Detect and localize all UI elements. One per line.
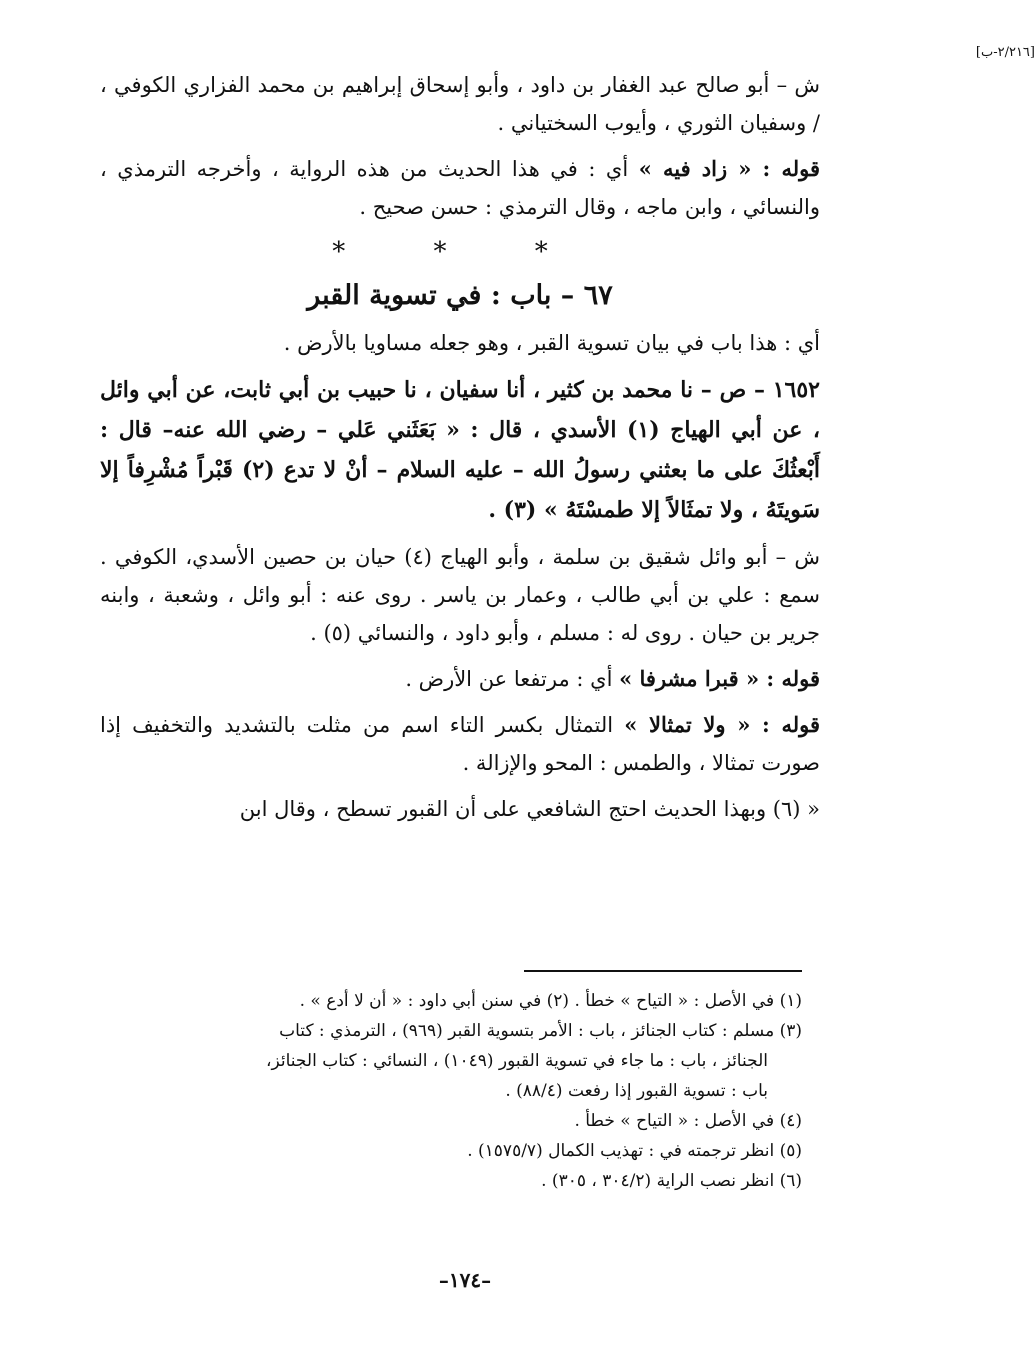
- quote-text: أي : في هذا الحديث من هذه الرواية ، وأخرجه الترمذي ، والنسائي ، وابن ماجه ، وقال الترمذي : حسن صحيح .: [100, 157, 820, 219]
- footnote-5: (٥) انظر ترجمته في : تهذيب الكمال (١٥٧٥/٧) .: [467, 1141, 802, 1161]
- quote-label: قوله : « قبرا مشرفا »: [619, 666, 820, 691]
- chapter-title: ٦٧ – باب : في تسوية القبر: [307, 280, 613, 311]
- quote-text: أي : مرتفعا عن الأرض .: [405, 667, 620, 691]
- footnote-3-continued: الجنائز ، باب : ما جاء في تسوية القبور (١٠٤٩) ، النسائي : كتاب الجنائز،: [266, 1051, 768, 1071]
- paragraph-chapter-intro: أي : هذا باب في بيان تسوية القبر ، وهو جعله مساويا بالأرض .: [283, 331, 820, 355]
- paragraph-narrators: ش – أبو وائل شقيق بن سلمة ، وأبو الهياج (٤) حيان بن حصين الأسدي، الكوفي . سمع : علي بن أبي طالب ، وعمار بن ياسر . روى عنه : أبو وائل ، وشعبة ، وابنه جرير بن حيان . روى له : مسلم ، وأبو داود ، والنسائي (٥) .: [100, 545, 820, 645]
- quote-label: قوله : « ولا تمثالا »: [624, 712, 820, 737]
- footnotes: [112, 986, 802, 1196]
- footnote-divider: [524, 970, 802, 972]
- quote-label: قوله : « زاد فيه »: [638, 156, 820, 181]
- paragraph-commentary-1: ش – أبو صالح عبد الغفار بن داود ، وأبو إسحاق إبراهيم بن محمد الفزاري الكوفي ، / وسفيان الثوري ، وأيوب السختياني .: [100, 73, 820, 135]
- paragraph-commentary-3: [100, 660, 820, 698]
- footnote-4: (٤) في الأصل : « التياح » خطأ .: [574, 1111, 802, 1131]
- quote-text: التمثال بكسر التاء اسم من مثلت بالتشديد والتخفيف إذا صورت تمثالا ، والطمس : المحو والإزالة .: [100, 713, 820, 775]
- footnote-6: (٦) انظر نصب الراية (٣٠٤/٢ ، ٣٠٥) .: [541, 1171, 802, 1191]
- page-number: –١٧٤–: [438, 1268, 492, 1292]
- main-text: [100, 66, 820, 836]
- section-separator: * * *: [332, 237, 588, 267]
- paragraph-commentary-5: « (٦) وبهذا الحديث احتج الشافعي على أن القبور تسطح ، وقال ابن: [239, 797, 820, 821]
- paragraph-hadith: ١٦٥٢ – ص – نا محمد بن كثير ، أنا سفيان ، نا حبيب بن أبي ثابت، عن أبي وائل ، عن أبي الهياج (١) الأسدي ، قال : « بَعَثَني عَلي – رضي الله عنه– قال : أَبْعثُكَ على ما بعثني رسولُ الله – عليه السلام – أنْ لا تدع (٢) قَبْراً مُشْرِفاً إلا سَويتَهُ ، ولا تمثَالاً إلا طمسْتَهُ » (٣) .: [100, 377, 820, 523]
- margin-folio-marker: [٢/٢١٦-ب]: [975, 45, 1035, 60]
- footnote-1-2: (١) في الأصل : « التياح » خطأ . (٢) في سنن أبي داود : « أن لا أدع » .: [299, 991, 802, 1011]
- paragraph-commentary-2: [100, 150, 820, 226]
- footnote-3-continued: باب : تسوية القبور إذا رفعت (٨٨/٤) .: [505, 1081, 768, 1101]
- paragraph-commentary-4: [100, 706, 820, 782]
- footnote-3: (٣) مسلم : كتاب الجنائز ، باب : الأمر بتسوية القبر (٩٦٩) ، الترمذي : كتاب: [279, 1021, 802, 1041]
